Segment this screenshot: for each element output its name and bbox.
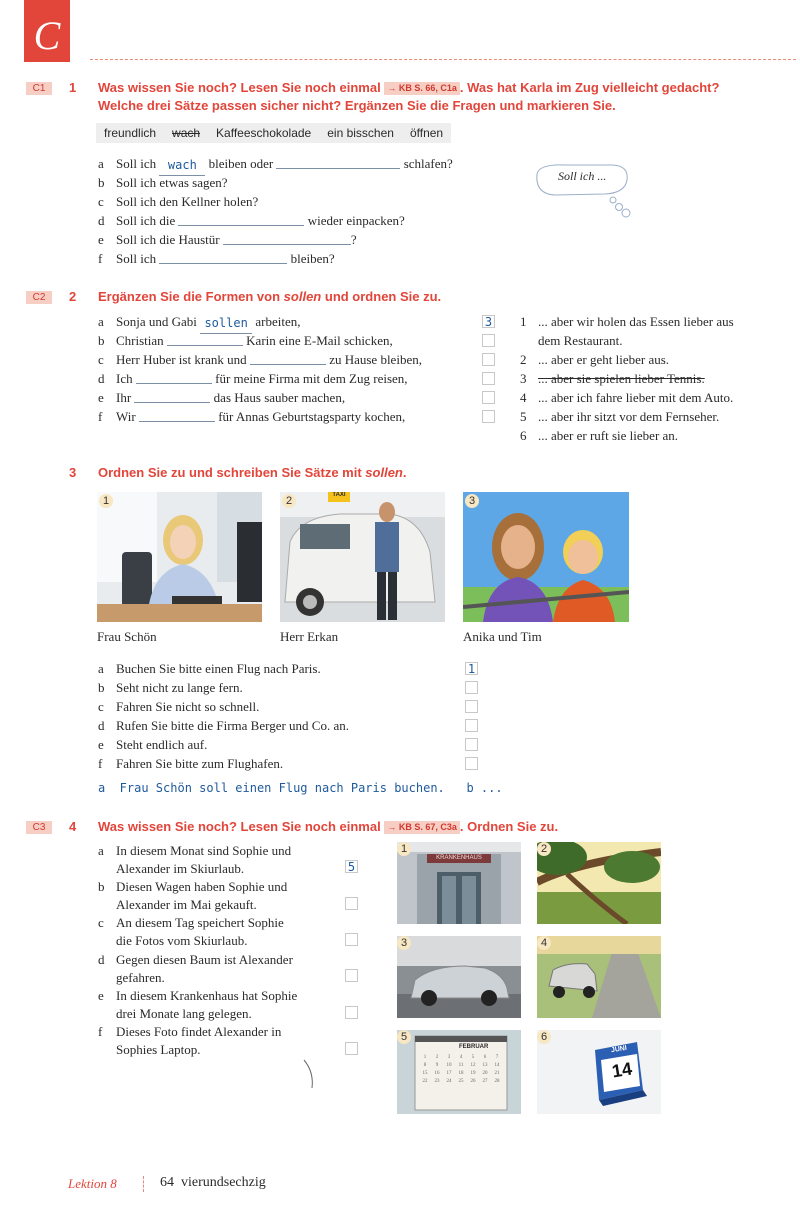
item-text: Fahren Sie bitte zum Flughafen.: [116, 756, 284, 771]
ex1-number: 1: [69, 80, 77, 95]
ex4-item-d-cont: gefahren.: [116, 970, 165, 985]
calendar-day: 11: [458, 1063, 464, 1068]
item-text-struck: ... aber sie spielen lieber Tennis.: [538, 371, 705, 386]
silver-car-illustration: [397, 936, 521, 1018]
item-text: bleiben oder: [208, 156, 274, 171]
item-key: b: [98, 680, 105, 695]
item-text: zu Hause bleiben,: [329, 352, 422, 367]
photo-frau-schoen: [97, 492, 262, 622]
item-text: Soll ich: [116, 251, 157, 266]
item-text: bleiben?: [290, 251, 335, 266]
item-key: d: [98, 213, 105, 228]
calendar-day: 9: [435, 1063, 439, 1068]
calendar-day: 4: [459, 1055, 463, 1060]
item-text: Diesen Wagen haben Sophie und: [116, 879, 288, 894]
ex4-photo-tree: [537, 842, 661, 924]
item-key: a: [98, 156, 104, 171]
item-text: Soll ich etwas sagen?: [116, 175, 228, 190]
calendar-day: 16: [434, 1071, 440, 1076]
date-block-day: 14: [610, 1058, 634, 1082]
item-key: f: [98, 1024, 103, 1039]
photo-number-badge: 3: [397, 936, 411, 950]
answer-field[interactable]: sollen: [200, 314, 252, 334]
calendar-day: 8: [423, 1063, 427, 1068]
ex2-number: 2: [69, 289, 77, 304]
ex3-item-c: [98, 697, 259, 716]
ex1-item-e: [98, 230, 357, 249]
item-text: Fahren Sie nicht so schnell.: [116, 699, 260, 714]
ex4-photo-car: [397, 936, 521, 1018]
ex4-photo-calendar: [397, 1030, 521, 1114]
answer-field[interactable]: [178, 212, 304, 226]
ex4-checkbox[interactable]: [345, 1042, 358, 1055]
word-box-item: wach: [172, 126, 201, 140]
item-key: a: [98, 843, 104, 858]
answer-field[interactable]: [276, 155, 400, 169]
calendar-grid: [419, 1054, 503, 1086]
item-text: arbeiten,: [255, 314, 301, 329]
taxi-driver-illustration: [280, 492, 445, 622]
ex3-item-a: [98, 659, 321, 678]
item-text: Buchen Sie bitte einen Flug nach Paris.: [116, 661, 321, 676]
ex2-right-6: [520, 426, 678, 445]
ex2-right-4: [520, 388, 733, 407]
word-box-item: freundlich: [104, 126, 157, 140]
tree-illustration: [537, 842, 661, 924]
ex3-title-em: sollen: [365, 465, 403, 480]
item-text: In diesem Krankenhaus hat Sophie: [116, 988, 298, 1003]
ex2-checkbox[interactable]: [482, 391, 495, 404]
calendar-day: 3: [447, 1055, 451, 1060]
calendar-day: 17: [446, 1071, 452, 1076]
ex3-item-e: [98, 735, 207, 754]
photo-number-badge: 4: [537, 936, 551, 950]
item-text: ... aber ihr sitzt vor dem Fernseher.: [538, 409, 720, 424]
footer-lesson: Lektion 8: [68, 1176, 117, 1191]
photo-caption: Frau Schön: [97, 629, 157, 644]
item-text: Herr Huber ist krank und: [116, 352, 247, 367]
item-key: d: [98, 371, 105, 386]
ex4-photo-date-block: [537, 1030, 661, 1114]
ex4-checkbox[interactable]: [345, 1006, 358, 1019]
calendar-day: 5: [471, 1055, 475, 1060]
answer-field[interactable]: [139, 408, 215, 422]
photo-caption: Herr Erkan: [280, 629, 339, 644]
ex2-checkbox[interactable]: [482, 372, 495, 385]
ex2-title-em: sollen: [283, 289, 322, 304]
item-text: Ich: [116, 371, 133, 386]
ex3-title-text: Ordnen Sie zu und schreiben Sie Sätze mit: [98, 465, 362, 480]
ex4-item-b: [98, 877, 287, 896]
calendar-day: 14: [494, 1063, 500, 1068]
ex4-item-e: [98, 986, 297, 1005]
calendar-day: 15: [422, 1071, 428, 1076]
ex2-section-tag: C2: [26, 291, 52, 304]
item-text: Christian: [116, 333, 164, 348]
ex2-left-d: [98, 369, 408, 388]
calendar-day: 1: [423, 1055, 427, 1060]
ex2-right-3: [520, 369, 705, 388]
page-word: vierundsechzig: [181, 1175, 266, 1190]
ex2-title-text: Ergänzen Sie die Formen von: [98, 289, 281, 304]
item-text: Wir: [116, 409, 136, 424]
calendar-day: 24: [446, 1079, 452, 1084]
item-key: e: [98, 737, 104, 752]
calendar-day: 12: [470, 1063, 476, 1068]
ex3-checkbox[interactable]: 1: [465, 662, 478, 675]
ex4-item-f-cont: Sophies Laptop.: [116, 1042, 201, 1057]
section-letter: C: [33, 13, 61, 58]
item-key: d: [98, 718, 105, 733]
calendar-day: 23: [434, 1079, 440, 1084]
ex2-title: [98, 288, 441, 306]
item-key: b: [98, 879, 105, 894]
item-text: ... aber er ruft sie lieber an.: [538, 428, 679, 443]
ex2-left-b: [98, 331, 393, 350]
calendar-day: 22: [422, 1079, 428, 1084]
footer-divider: [143, 1176, 144, 1192]
item-key: b: [98, 175, 105, 190]
ex4-checkbox[interactable]: [345, 933, 358, 946]
ex1-item-d: [98, 211, 405, 230]
ex2-left-c: [98, 350, 422, 369]
item-text: Ihr: [116, 390, 132, 405]
item-text: ?: [350, 232, 357, 247]
calendar-day: 28: [494, 1079, 500, 1084]
ex3-checkbox[interactable]: [465, 700, 478, 713]
item-text: An diesem Tag speichert Sophie: [116, 915, 284, 930]
answer-field[interactable]: wach: [159, 156, 205, 176]
item-text: Gegen diesen Baum ist Alexander: [116, 952, 293, 967]
item-text: für Annas Geburtstagsparty kochen,: [218, 409, 406, 424]
ex4-item-d: [98, 950, 293, 969]
calendar-day: 6: [483, 1055, 487, 1060]
ex2-checkbox[interactable]: 3: [482, 315, 495, 328]
item-key: c: [98, 699, 104, 714]
ex1-item-b: [98, 173, 228, 192]
item-key: a: [98, 314, 104, 329]
ex4-checkbox[interactable]: 5: [345, 860, 358, 873]
item-key: c: [98, 352, 104, 367]
photo-number-badge: 2: [537, 842, 551, 856]
photo-number-badge: 1: [397, 842, 411, 856]
date-block-illustration: [537, 1030, 661, 1114]
item-number: 5: [520, 409, 527, 424]
answer-field[interactable]: [136, 370, 212, 384]
ex1-item-f: [98, 249, 335, 268]
calendar-day: 2: [435, 1055, 439, 1060]
ex1-title-line2: Welche drei Sätze passen sicher nicht? Ergänzen Sie die Fragen und markieren Sie.: [98, 98, 616, 113]
item-text: Soll ich: [116, 156, 157, 171]
ex2-right-5: [520, 407, 719, 426]
date-block-month: JUNI: [610, 1044, 628, 1055]
calendar-day: 10: [446, 1063, 452, 1068]
calendar-day: 20: [482, 1071, 488, 1076]
item-key: b: [98, 333, 105, 348]
ex4-item-e-cont: drei Monate lang gelegen.: [116, 1006, 252, 1021]
photo-number-badge: 1: [99, 494, 113, 508]
calendar-day: 19: [470, 1071, 476, 1076]
photo-number-badge: 5: [397, 1030, 411, 1044]
item-key: d: [98, 952, 105, 967]
ex3-number: 3: [69, 465, 77, 480]
ex4-item-c: [98, 913, 284, 932]
ex2-title-post: und ordnen Sie zu.: [324, 289, 442, 304]
ex2-right-1-cont: dem Restaurant.: [538, 333, 623, 348]
ex4-kb-reference: → KB S. 67, C3a: [384, 821, 460, 834]
children-illustration: [463, 492, 629, 622]
calendar-day: 13: [482, 1063, 488, 1068]
answer-field[interactable]: [134, 389, 210, 403]
ex1-title-post: . Was hat Karla im Zug vielleicht gedacht?: [459, 80, 720, 95]
ex2-checkbox[interactable]: [482, 353, 495, 366]
item-text: schlafen?: [403, 156, 453, 171]
ex4-title-text: Was wissen Sie noch? Lesen Sie noch einmal: [98, 819, 381, 834]
photo-number-badge: 3: [465, 494, 479, 508]
item-text: In diesem Monat sind Sophie und: [116, 843, 292, 858]
ex3-checkbox[interactable]: [465, 681, 478, 694]
photo-caption: Anika und Tim: [463, 629, 542, 644]
item-text: Soll ich die Haustür: [116, 232, 220, 247]
ex4-checkbox[interactable]: [345, 897, 358, 910]
item-number: 1: [520, 314, 527, 329]
item-key: f: [98, 251, 103, 266]
item-key: f: [98, 756, 103, 771]
item-key: e: [98, 390, 104, 405]
item-text: Karin eine E-Mail schicken,: [246, 333, 393, 348]
item-text: Dieses Foto findet Alexander in: [116, 1024, 282, 1039]
item-text: Soll ich die: [116, 213, 176, 228]
word-box-item: Kaffeeschokolade: [216, 126, 312, 140]
ex4-item-f: [98, 1022, 281, 1041]
item-number: 4: [520, 390, 527, 405]
ex3-item-b: [98, 678, 243, 697]
word-box-item: öffnen: [409, 126, 444, 140]
calendar-day: 25: [458, 1079, 464, 1084]
ex2-checkbox[interactable]: [482, 334, 495, 347]
item-text: Soll ich den Kellner holen?: [116, 194, 259, 209]
ex3-item-f: [98, 754, 283, 773]
answer-field[interactable]: [167, 332, 243, 346]
item-text: ... aber er geht lieber aus.: [538, 352, 670, 367]
ex1-kb-reference: → KB S. 66, C1a: [384, 82, 460, 95]
ex1-section-tag: C1: [26, 82, 52, 95]
item-key: f: [98, 409, 103, 424]
ex3-checkbox[interactable]: [465, 757, 478, 770]
item-key: c: [98, 194, 104, 209]
item-text: das Haus sauber machen,: [213, 390, 346, 405]
ex3-checkbox[interactable]: [465, 719, 478, 732]
calendar-day: 18: [458, 1071, 464, 1076]
ex2-right-2: [520, 350, 669, 369]
ex4-item-a: [98, 841, 291, 860]
ex4-item-c-cont: die Fotos vom Skiurlaub.: [116, 933, 248, 948]
photo-number-badge: 6: [537, 1030, 551, 1044]
photo-anika-und-tim: [463, 492, 629, 622]
ex3-title-post: .: [402, 465, 407, 480]
calendar-day: 7: [495, 1055, 499, 1060]
footer-page-number: [160, 1175, 266, 1191]
hospital-sign-text: KRANKENHAUS: [436, 855, 482, 861]
calendar-day: 21: [494, 1071, 500, 1076]
item-text: ... aber wir holen das Essen lieber aus: [538, 314, 734, 329]
taxi-sign-text: TAXI: [332, 492, 346, 498]
item-text: Seht nicht zu lange fern.: [116, 680, 243, 695]
photo-number-badge: 2: [282, 494, 296, 508]
item-number: 2: [520, 352, 527, 367]
item-text: Sonja und Gabi: [116, 314, 197, 329]
item-text: für meine Firma mit dem Zug reisen,: [215, 371, 408, 386]
item-text: wieder einpacken?: [307, 213, 405, 228]
ex3-title: [98, 464, 407, 482]
thought-bubble-text: Soll ich ...: [558, 169, 607, 183]
ex2-left-e: [98, 388, 345, 407]
top-divider: [90, 59, 796, 60]
ex4-item-a-cont: Alexander im Skiurlaub.: [116, 861, 245, 876]
ex1-word-box: [96, 123, 451, 143]
item-text: ... aber ich fahre lieber mit dem Auto.: [538, 390, 734, 405]
item-key: e: [98, 988, 104, 1003]
calendar-day: 26: [470, 1079, 476, 1084]
ex2-left-f: [98, 407, 405, 426]
ex1-title-text: Was wissen Sie noch? Lesen Sie noch einmal: [98, 80, 381, 95]
ex1-item-c: [98, 192, 258, 211]
ex4-section-tag: C3: [26, 821, 52, 834]
ex4-photo-hospital: [397, 842, 521, 924]
item-number: 6: [520, 428, 527, 443]
item-number: 3: [520, 371, 527, 386]
ex4-title-post: . Ordnen Sie zu.: [459, 819, 559, 834]
ex4-number: 4: [69, 819, 77, 834]
page-number: 64: [160, 1175, 174, 1190]
answer-field[interactable]: [159, 250, 287, 264]
office-woman-illustration: [97, 492, 262, 622]
item-text: Steht endlich auf.: [116, 737, 208, 752]
ex4-checkbox[interactable]: [345, 969, 358, 982]
item-key: c: [98, 915, 104, 930]
car-on-road-illustration: [537, 936, 661, 1018]
ex4-photo-road: [537, 936, 661, 1018]
answer-field[interactable]: [223, 231, 351, 245]
item-text: Rufen Sie bitte die Firma Berger und Co. an.: [116, 718, 349, 733]
ex4-title: [98, 818, 558, 836]
decorative-curve-icon: [300, 1058, 320, 1090]
answer-field[interactable]: [250, 351, 326, 365]
calendar-month: FEBRUAR: [459, 1044, 489, 1050]
ex2-right-1: [520, 312, 734, 331]
ex2-checkbox[interactable]: [482, 410, 495, 423]
ex3-item-d: [98, 716, 349, 735]
item-key: a: [98, 661, 104, 676]
ex3-example-answer[interactable]: a Frau Schön soll einen Flug nach Paris buchen. b ...: [98, 781, 503, 795]
calendar-day: 27: [482, 1079, 488, 1084]
ex4-item-b-cont: Alexander im Mai gekauft.: [116, 897, 257, 912]
word-box-item: ein bisschen: [327, 126, 394, 140]
ex1-title: [98, 79, 719, 97]
photo-herr-erkan: [280, 492, 445, 622]
ex3-checkbox[interactable]: [465, 738, 478, 751]
item-key: e: [98, 232, 104, 247]
